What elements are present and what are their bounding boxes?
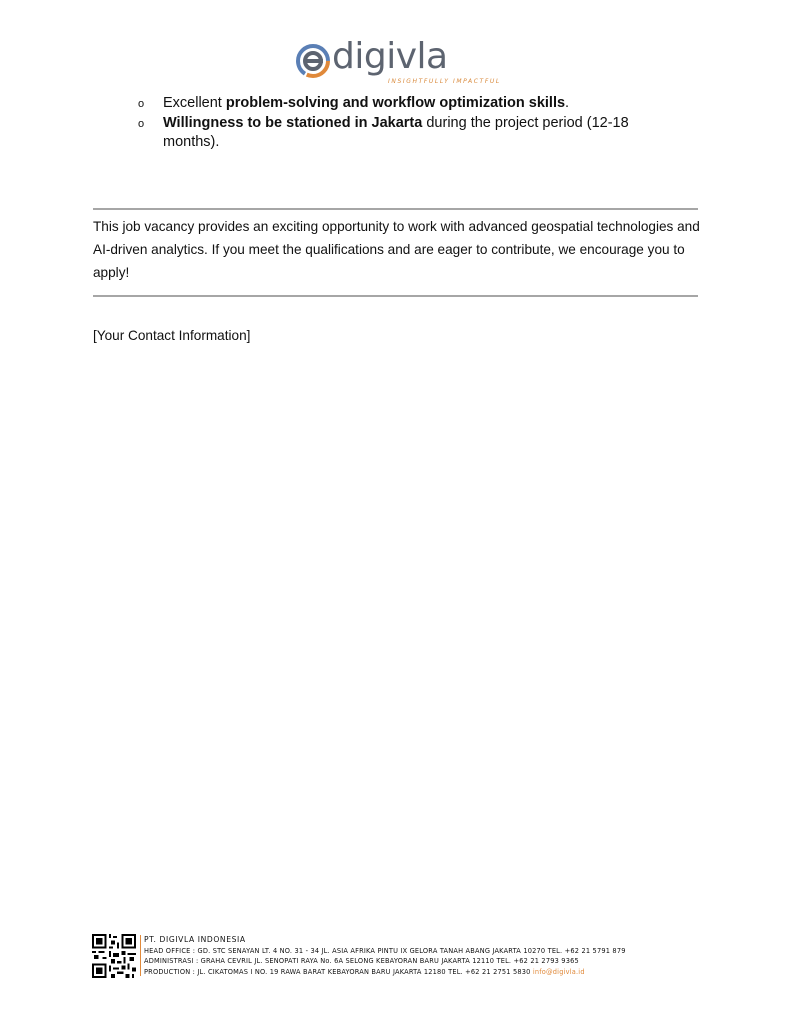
footer-email-link[interactable]: info@digivla.id — [532, 967, 585, 976]
company-logo — [296, 36, 506, 90]
bullet-marker: o — [138, 118, 145, 130]
footer-production-line — [144, 967, 700, 978]
requirements-list — [138, 94, 658, 153]
bullet-text-bold: Willingness to be stationed in Jakarta — [163, 115, 423, 131]
page-footer — [92, 934, 698, 978]
list-item — [138, 94, 658, 113]
contact-placeholder: [Your Contact Information] — [93, 328, 251, 343]
logo-wordmark: digivla — [332, 36, 448, 77]
footer-accent-divider — [140, 935, 141, 976]
closing-paragraph: This job vacancy provides an exciting opportunity to work with advanced geospatial technologies and AI-driven analytics. If you meet the qualifications and are eager to contribute, we encourage you to apply! — [93, 219, 700, 280]
footer-head-office: HEAD OFFICE : GD. STC SENAYAN LT. 4 NO. 31 - 34 JL. ASIA AFRIKA PINTU IX GELORA TANAH ABANG JAKARTA 10270 TEL. +62 21 5791 879 — [144, 946, 626, 955]
footer-production: PRODUCTION : JL. CIKATOMAS I NO. 19 RAWA BARAT KEBAYORAN BARU JAKARTA 12180 TEL. +62 21 2751 5830 — [144, 967, 531, 976]
bullet-marker: o — [138, 98, 145, 110]
bullet-text-bold: problem-solving and workflow optimization skills — [225, 95, 566, 111]
bullet-text-suffix: . — [565, 95, 570, 111]
horizontal-divider — [93, 208, 698, 210]
digivla-logo-mark-icon — [296, 44, 330, 78]
horizontal-divider — [93, 295, 698, 297]
footer-address-block — [144, 935, 700, 977]
bullet-text-suffix: during the project period (12-18 months). — [163, 115, 629, 150]
list-item — [138, 114, 658, 152]
logo-tagline: INSIGHTFULLY IMPACTFUL — [388, 78, 501, 85]
footer-company-name: PT. DIGIVLA INDONESIA — [144, 935, 246, 944]
qr-code-icon — [92, 934, 136, 978]
bullet-text-prefix: Excellent — [163, 95, 226, 111]
footer-administration: ADMINISTRASI : GRAHA CEVRIL JL. SENOPATI RAYA No. 6A SELONG KEBAYORAN BARU JAKARTA 12110 TEL. +62 21 2793 9365 — [144, 957, 579, 965]
